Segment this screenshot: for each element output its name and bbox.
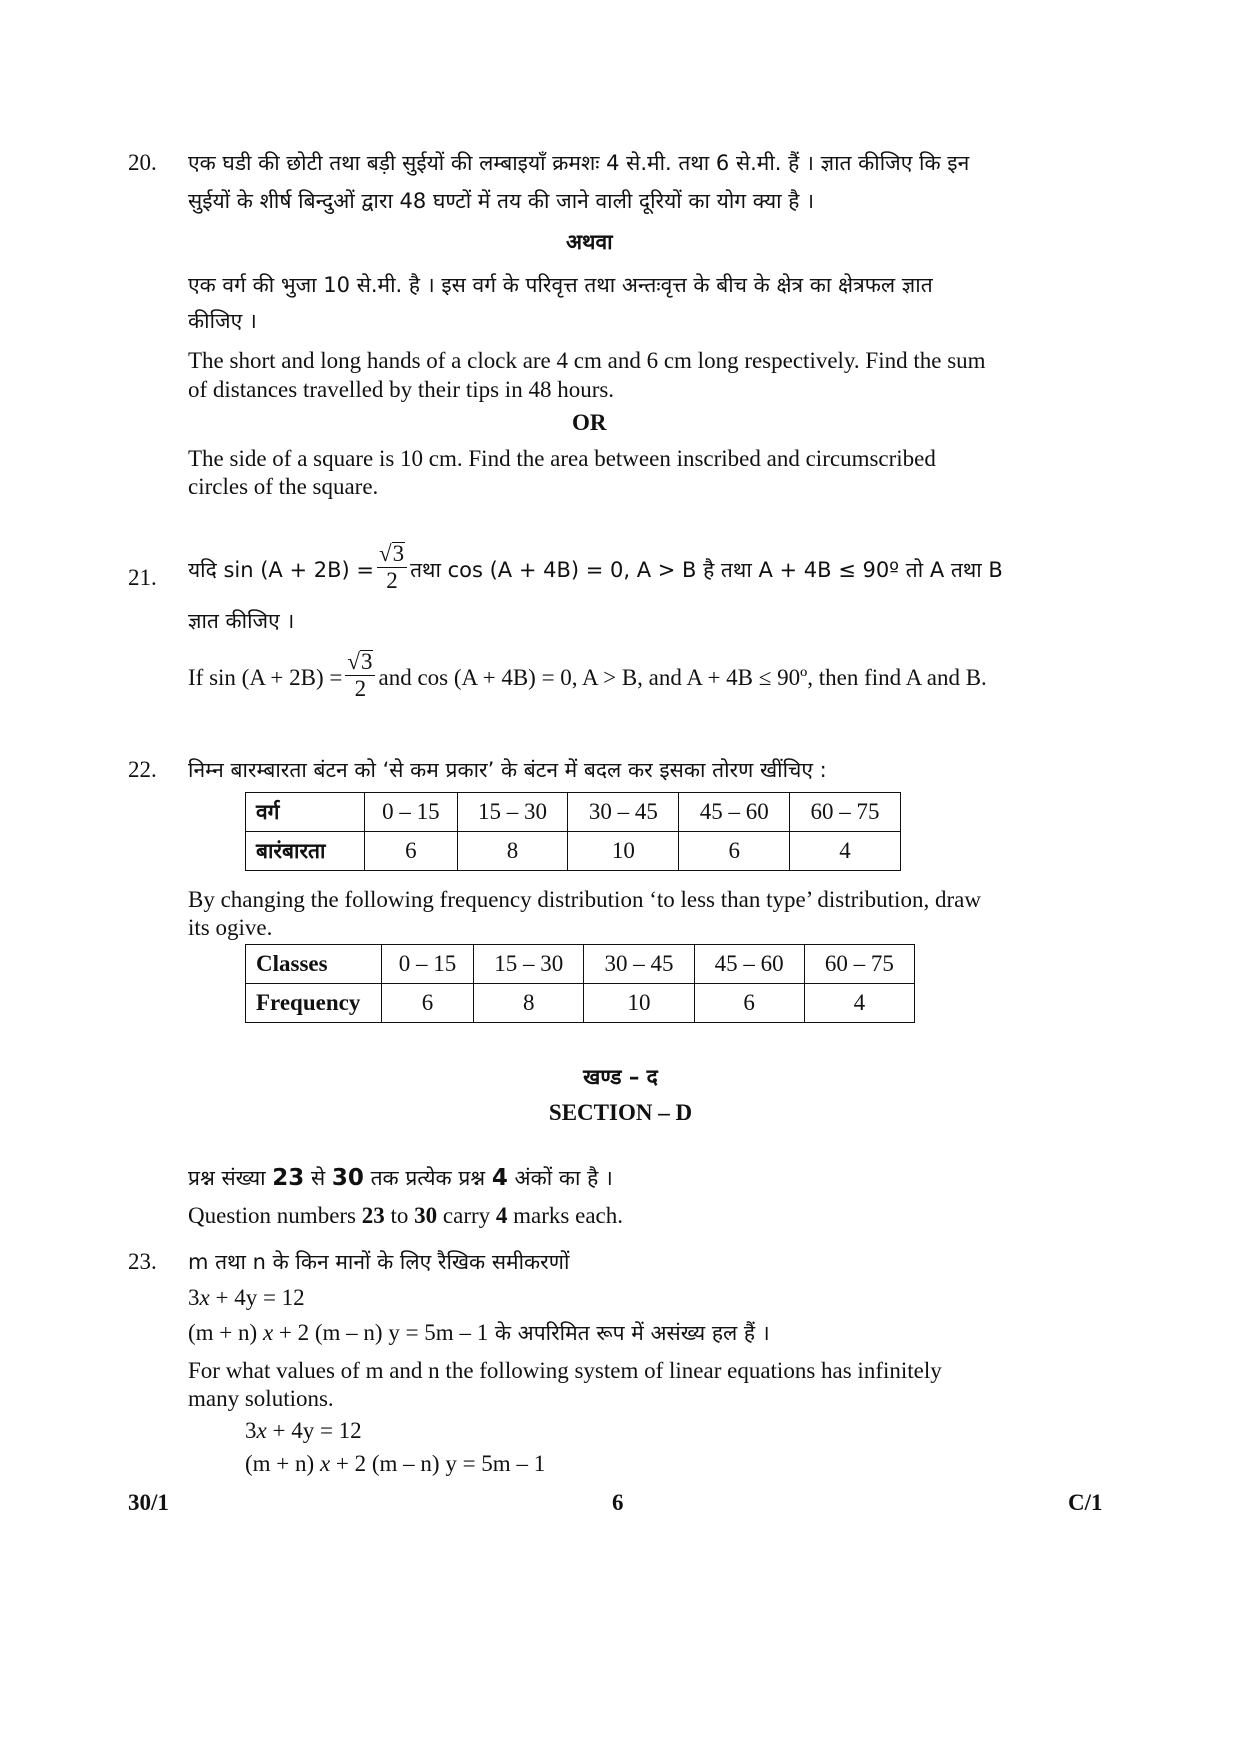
- table-cell: 30 – 45: [568, 793, 679, 832]
- q23-hindi-eq-2: [188, 1318, 770, 1348]
- eq1-rest: + 4y = 12: [209, 1285, 305, 1310]
- table-cell: 6: [679, 832, 790, 871]
- table-cell: 60 – 75: [790, 793, 901, 832]
- q21-english-line: [188, 650, 987, 706]
- table-cell: बारंबारता: [246, 832, 365, 871]
- q22-hindi-table: [245, 792, 901, 871]
- q21-hindi-pre: यदि sin (A + 2B) =: [188, 558, 374, 582]
- eq2-var-x: x: [262, 1320, 274, 1345]
- q21-hindi-root: 3: [392, 541, 405, 567]
- table-cell: 0 – 15: [365, 793, 458, 832]
- q20-or-english: OR: [572, 410, 607, 435]
- table-cell: 8: [474, 984, 584, 1023]
- section-title-english: SECTION – D: [548, 1100, 693, 1125]
- table-cell: 45 – 60: [694, 945, 804, 984]
- q20-english-line-2: of distances travelled by their tips in 48 hours.: [188, 377, 615, 402]
- table-cell: 6: [365, 832, 458, 871]
- q21-english-den: 2: [354, 676, 367, 702]
- q22-english-line-1: By changing the following frequency distribution ‘to less than type’ distribution, draw: [188, 887, 981, 912]
- question-number-23: 23.: [128, 1249, 157, 1274]
- question-number-22: 22.: [128, 757, 157, 782]
- q23-hindi-line-1: m तथा n के किन मानों के लिए रैखिक समीकरणों: [188, 1250, 570, 1274]
- section-instruction-hindi: [188, 1163, 613, 1193]
- table-row: [246, 984, 915, 1023]
- eq2-rest: + 2 (m – n) y = 5m – 1: [273, 1320, 489, 1345]
- q23-english-line-2: many solutions.: [188, 1386, 334, 1411]
- q20-hindi-line-1: एक घडी की छोटी तथा बड़ी सुईयों की लम्बाइयाँ क्रमशः 4 से.मी. तथा 6 से.मी. हैं । ज्ञात कीजिए कि इन: [188, 151, 970, 175]
- q22-english-table: [245, 944, 915, 1023]
- eq1-coef: 3: [188, 1285, 200, 1310]
- q21-english-pre: If sin (A + 2B) =: [188, 665, 343, 690]
- question-number-20: 20.: [128, 150, 157, 175]
- footer-code: 30/1: [128, 1490, 169, 1515]
- eq2-hindi-suffix: के अपरिमित रूप में असंख्य हल हैं ।: [488, 1321, 770, 1345]
- instr-hi-mid: से: [310, 1166, 326, 1190]
- table-row: [246, 945, 915, 984]
- q21-hindi-post: तथा cos (A + 4B) = 0, A > B है तथा A + 4B ≤ 90º तो A तथा B: [410, 558, 1003, 582]
- q20-alt-english-line-1: The side of a square is 10 cm. Find the area between inscribed and circumscribed: [188, 446, 936, 471]
- instr-en-from: 23: [361, 1203, 385, 1228]
- instr-en-mid2: carry: [442, 1203, 491, 1228]
- instr-en-marks: 4: [495, 1203, 508, 1228]
- table-cell: 60 – 75: [804, 945, 914, 984]
- q21-hindi-fraction: $\frac{√3}{2}$: [377, 541, 407, 594]
- q21-english-post: and cos (A + 4B) = 0, A > B, and A + 4B ≤ 90º, then find A and B.: [378, 665, 987, 690]
- instr-hi-pre: प्रश्न संख्या: [188, 1166, 266, 1190]
- page-number: 6: [612, 1490, 624, 1515]
- section-instruction-english: [188, 1201, 623, 1231]
- table-cell: 6: [694, 984, 804, 1023]
- eq1-var-x: x: [199, 1285, 210, 1310]
- section-title-hindi: खण्ड – द: [583, 1065, 658, 1089]
- instr-hi-from: 23: [272, 1165, 305, 1191]
- q21-hindi-den: 2: [386, 568, 398, 594]
- q20-english-line-1: The short and long hands of a clock are 4 cm and 6 cm long respectively. Find the sum: [188, 348, 986, 373]
- q21-hindi-line-1: [188, 542, 1003, 598]
- q21-hindi-line-2: ज्ञात कीजिए ।: [188, 609, 295, 633]
- q21-english-fraction: $\frac{√3}{2}$: [345, 649, 375, 702]
- footer-set: C/1: [1068, 1490, 1103, 1515]
- q23-english-line-1: For what values of m and n the following system of linear equations has infinitely: [188, 1358, 942, 1383]
- eng-eq1-coef: 3: [245, 1418, 257, 1443]
- table-cell: 4: [790, 832, 901, 871]
- instr-en-pre: Question numbers: [188, 1203, 357, 1228]
- table-cell: Classes: [246, 945, 382, 984]
- q22-english-line-2: its ogive.: [188, 915, 273, 940]
- table-cell: 30 – 45: [584, 945, 694, 984]
- table-cell: 0 – 15: [382, 945, 474, 984]
- q20-or-hindi: अथवा: [566, 230, 613, 254]
- table-cell: 10: [568, 832, 679, 871]
- question-number-21: 21.: [128, 565, 157, 590]
- q23-english-eq-2: [245, 1449, 545, 1479]
- q23-english-eq-1: [245, 1416, 362, 1446]
- instr-hi-post: अंकों का है ।: [514, 1166, 613, 1190]
- table-cell: 15 – 30: [457, 793, 568, 832]
- eng-eq1-var-x: x: [256, 1418, 267, 1443]
- eng-eq2-rest: + 2 (m – n) y = 5m – 1: [330, 1451, 546, 1476]
- table-row: [246, 793, 901, 832]
- table-cell: 15 – 30: [474, 945, 584, 984]
- eng-eq2-coef: (m + n): [245, 1451, 320, 1476]
- q20-alt-english-line-2: circles of the square.: [188, 474, 379, 499]
- q20-alt-hindi-line-2: कीजिए ।: [188, 309, 257, 333]
- instr-hi-mid2: तक प्रत्येक प्रश्न: [370, 1166, 486, 1190]
- eq2-coef: (m + n): [188, 1320, 263, 1345]
- instr-en-mid: to: [390, 1203, 409, 1228]
- instr-hi-marks: 4: [491, 1165, 508, 1191]
- q20-hindi-line-2: सुईयों के शीर्ष बिन्दुओं द्वारा 48 घण्टों में तय की जाने वाली दूरियों का योग क्या है ।: [188, 189, 815, 213]
- eng-eq1-rest: + 4y = 12: [266, 1418, 362, 1443]
- table-cell: 6: [382, 984, 474, 1023]
- q20-alt-hindi-line-1: एक वर्ग की भुजा 10 से.मी. है । इस वर्ग के परिवृत्त तथा अन्तःवृत्त के बीच के क्षेत्र का क्षेत्रफल ज्ञात: [188, 273, 933, 297]
- q21-english-root: 3: [360, 649, 373, 675]
- table-cell: 45 – 60: [679, 793, 790, 832]
- instr-en-to: 30: [414, 1203, 438, 1228]
- q23-hindi-eq-1: [188, 1283, 305, 1313]
- instr-hi-to: 30: [331, 1165, 364, 1191]
- table-cell: 8: [457, 832, 568, 871]
- table-cell: 4: [804, 984, 914, 1023]
- table-cell: 10: [584, 984, 694, 1023]
- table-cell: Frequency: [246, 984, 382, 1023]
- q22-hindi-text: निम्न बारम्बारता बंटन को ‘से कम प्रकार’ के बंटन में बदल कर इसका तोरण खींचिए :: [188, 758, 827, 782]
- table-cell: वर्ग: [246, 793, 365, 832]
- table-row: [246, 832, 901, 871]
- instr-en-post: marks each.: [513, 1203, 623, 1228]
- eng-eq2-var-x: x: [319, 1451, 331, 1476]
